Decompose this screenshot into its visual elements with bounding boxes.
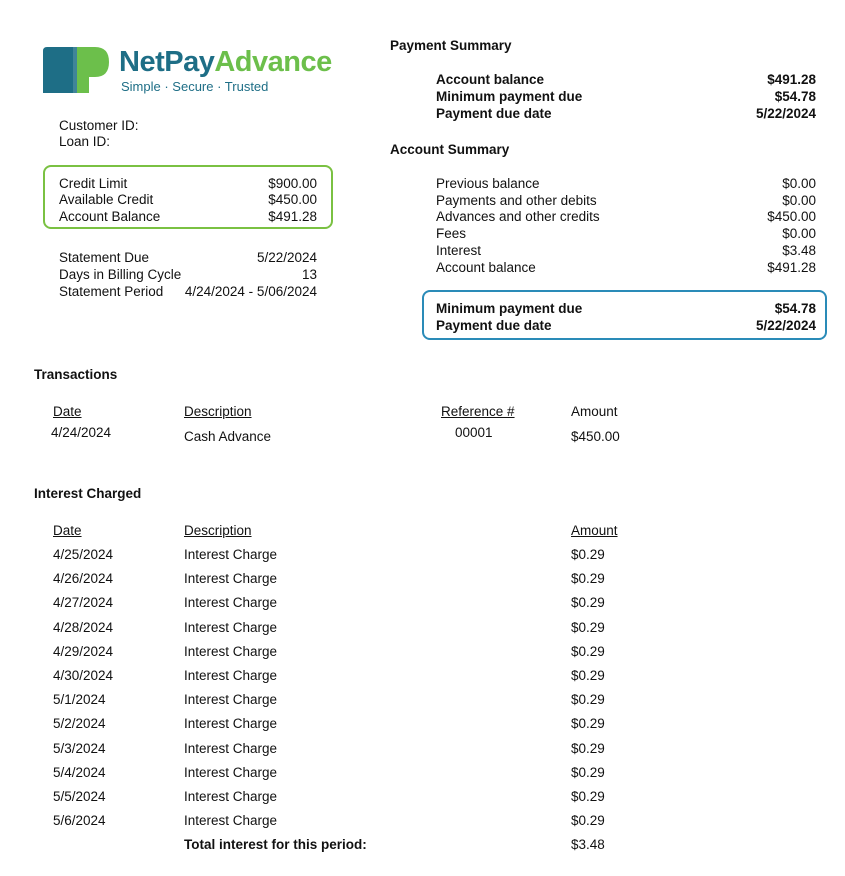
available-credit-label: Available Credit: [59, 192, 154, 207]
netpay-logo-icon: [43, 47, 109, 93]
loan-id-label: Loan ID:: [59, 134, 111, 149]
interest-row-date: 4/27/2024: [53, 595, 114, 610]
transactions-title: Transactions: [34, 367, 118, 382]
box-minimum-payment-value: $54.78: [774, 301, 816, 316]
as-fees-label: Fees: [436, 226, 467, 241]
interest-row-amount: $0.29: [571, 813, 605, 828]
int-header-amount: Amount: [571, 523, 618, 538]
brand-name: NetPayAdvance: [119, 46, 332, 78]
credit-limit-value: $900.00: [268, 176, 317, 191]
tx-header-amount: Amount: [571, 404, 618, 419]
interest-total-label: Total interest for this period:: [184, 837, 367, 852]
account-balance-label: Account Balance: [59, 209, 161, 224]
ps-minimum-payment-label: Minimum payment due: [436, 89, 583, 104]
statement-due-label: Statement Due: [59, 250, 150, 265]
int-header-description: Description: [184, 523, 252, 538]
interest-row-amount: $0.29: [571, 571, 605, 586]
statement-period-label: Statement Period: [59, 284, 164, 299]
interest-row-date: 5/5/2024: [53, 789, 106, 804]
interest-row-description: Interest Charge: [184, 595, 278, 610]
ps-account-balance-value: $491.28: [767, 72, 816, 87]
tx-header-date: Date: [53, 404, 82, 419]
brand-tagline: Simple · Secure · Trusted: [121, 79, 269, 94]
payment-summary-title: Payment Summary: [390, 38, 512, 53]
interest-row-description: Interest Charge: [184, 692, 278, 707]
as-interest-value: $3.48: [782, 243, 816, 258]
tx-row-date: 4/24/2024: [51, 425, 112, 440]
as-previous-balance-label: Previous balance: [436, 176, 540, 191]
tx-row-amount: $450.00: [571, 429, 620, 444]
tx-header-reference: Reference #: [441, 404, 515, 419]
box-minimum-payment-label: Minimum payment due: [436, 301, 583, 316]
customer-id-label: Customer ID:: [59, 118, 139, 133]
box-due-date-label: Payment due date: [436, 318, 552, 333]
as-previous-balance-value: $0.00: [782, 176, 816, 191]
interest-row-description: Interest Charge: [184, 765, 278, 780]
interest-row-description: Interest Charge: [184, 789, 278, 804]
interest-row-amount: $0.29: [571, 644, 605, 659]
int-header-date: Date: [53, 523, 82, 538]
billing-cycle-days-label: Days in Billing Cycle: [59, 267, 182, 282]
interest-row-date: 5/3/2024: [53, 741, 106, 756]
interest-row-amount: $0.29: [571, 595, 605, 610]
account-summary-title: Account Summary: [390, 142, 510, 157]
ps-minimum-payment-value: $54.78: [774, 89, 816, 104]
ps-due-date-label: Payment due date: [436, 106, 552, 121]
box-due-date-value: 5/22/2024: [755, 318, 816, 333]
interest-row-date: 4/28/2024: [53, 620, 114, 635]
interest-row-date: 5/4/2024: [53, 765, 106, 780]
interest-row-amount: $0.29: [571, 668, 605, 683]
interest-row-amount: $0.29: [571, 789, 605, 804]
interest-row-date: 4/30/2024: [53, 668, 114, 683]
as-interest-label: Interest: [436, 243, 482, 258]
tx-row-description: Cash Advance: [184, 429, 272, 444]
tx-row-reference: 00001: [455, 425, 493, 440]
interest-row-date: 5/2/2024: [53, 716, 106, 731]
ps-account-balance-label: Account balance: [436, 72, 545, 87]
interest-row-description: Interest Charge: [184, 813, 278, 828]
interest-row-description: Interest Charge: [184, 620, 278, 635]
available-credit-value: $450.00: [268, 192, 317, 207]
interest-row-description: Interest Charge: [184, 668, 278, 683]
interest-row-date: 5/1/2024: [53, 692, 106, 707]
interest-charged-title: Interest Charged: [34, 486, 142, 501]
interest-row-amount: $0.29: [571, 716, 605, 731]
interest-row-amount: $0.29: [571, 765, 605, 780]
interest-row-amount: $0.29: [571, 741, 605, 756]
credit-limit-label: Credit Limit: [59, 176, 128, 191]
billing-cycle-days-value: 13: [301, 267, 317, 282]
interest-row-date: 4/29/2024: [53, 644, 114, 659]
interest-row-amount: $0.29: [571, 547, 605, 562]
statement-period-value: 4/24/2024 - 5/06/2024: [184, 284, 317, 299]
account-balance-value: $491.28: [268, 209, 317, 224]
interest-row-date: 4/26/2024: [53, 571, 114, 586]
ps-due-date-value: 5/22/2024: [755, 106, 816, 121]
as-advances-credits-label: Advances and other credits: [436, 209, 600, 224]
interest-total-value: $3.48: [571, 837, 605, 852]
as-account-balance-value: $491.28: [767, 260, 816, 275]
as-account-balance-label: Account balance: [436, 260, 536, 275]
as-advances-credits-value: $450.00: [767, 209, 816, 224]
interest-row-amount: $0.29: [571, 620, 605, 635]
interest-row-description: Interest Charge: [184, 547, 278, 562]
as-fees-value: $0.00: [782, 226, 816, 241]
as-payments-debits-label: Payments and other debits: [436, 193, 597, 208]
statement-due-value: 5/22/2024: [256, 250, 317, 265]
interest-row-date: 5/6/2024: [53, 813, 106, 828]
as-payments-debits-value: $0.00: [782, 193, 816, 208]
interest-row-description: Interest Charge: [184, 571, 278, 586]
interest-row-date: 4/25/2024: [53, 547, 114, 562]
interest-row-description: Interest Charge: [184, 741, 278, 756]
interest-row-description: Interest Charge: [184, 644, 278, 659]
interest-row-amount: $0.29: [571, 692, 605, 707]
tx-header-description: Description: [184, 404, 252, 419]
interest-row-description: Interest Charge: [184, 716, 278, 731]
